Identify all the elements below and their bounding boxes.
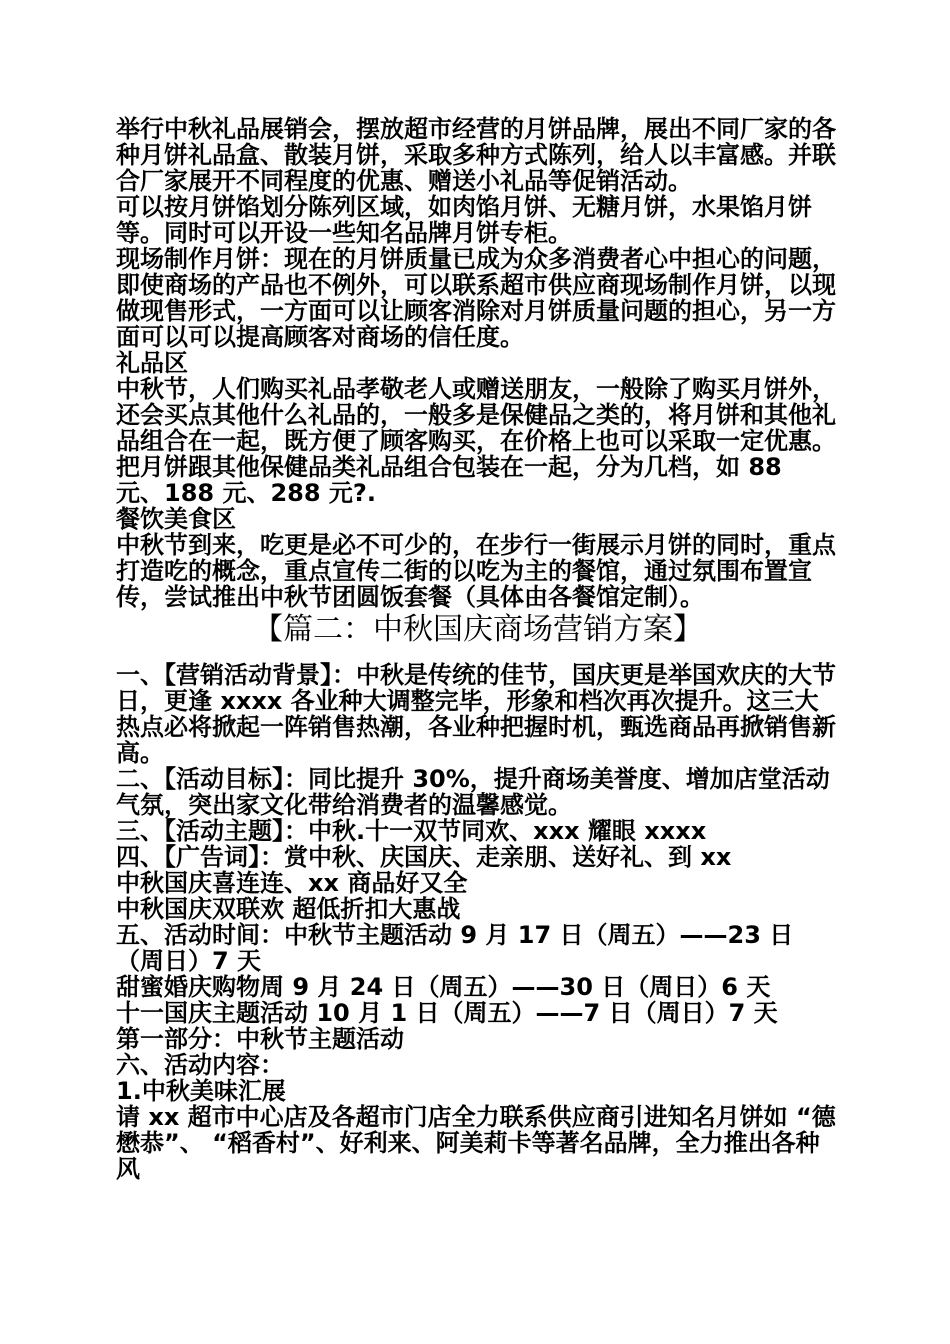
subheading-gift-area: 礼品区 — [116, 349, 188, 377]
paragraph: 举行中秋礼品展销会，摆放超市经营的月饼品牌，展出不同厂家的各种月饼礼品盒、散装月饼，采取多种方式陈列，给人以丰富感。并联合厂家展开不同程度的优惠、赠送小礼品等促销活动。 — [116, 115, 836, 195]
paragraph: 现场制作月饼：现在的月饼质量已成为众多消费者心中担心的问题，即使商场的产品也不例外，可以联系超市供应商现场制作月饼，以现做现售形式，一方面可以让顾客消除对月饼质量问题的担心，另一方面可以可以提高顾客对商场的信任度。 — [116, 245, 836, 351]
paragraph: 可以按月饼馅划分陈列区域，如肉馅月饼、无糖月饼，水果馅月饼等。同时可以开设一些知名品牌月饼专柜。 — [116, 193, 812, 247]
paragraph: 五、活动时间：中秋节主题活动 9 月 17 日（周五）——23 日（周日）7 天 — [116, 921, 794, 975]
paragraph: 1.中秋美味汇展 — [116, 1077, 286, 1105]
paragraph: 四、【广告词】：赏中秋、庆国庆、走亲朋、送好礼、到 xx — [116, 843, 732, 871]
paragraph: 中秋节到来，吃更是必不可少的，在步行一街展示月饼的同时，重点打造吃的概念，重点宣传二街的以吃为主的餐馆，通过氛围布置宣传，尝试推出中秋节团圆饭套餐（具体由各餐馆定制）。 — [116, 531, 836, 611]
subheading-dining-area: 餐饮美食区 — [116, 505, 236, 533]
paragraph: 三、【活动主题】：中秋.十一双节同欢、xxx 耀眼 xxxx — [116, 817, 707, 845]
paragraph: 元、188 元、288 元?. — [116, 479, 376, 507]
paragraph: 请 xx 超市中心店及各超市门店全力联系供应商引进知名月饼如 “德懋恭”、 “稻香村”、好利来、阿美莉卡等著名品牌，全力推出各种风 — [116, 1103, 836, 1183]
paragraph: 中秋国庆喜连连、xx 商品好又全 — [116, 869, 468, 897]
paragraph: 甜蜜婚庆购物周 9 月 24 日（周五）——30 日（周日）6 天 — [116, 973, 771, 1001]
paragraph: 中秋国庆双联欢 超低折扣大惠战 — [116, 895, 461, 923]
section-heading: 【篇二：中秋国庆商场营销方案】 — [253, 612, 703, 647]
paragraph: 十一国庆主题活动 10 月 1 日（周五）——7 日（周日）7 天 — [116, 999, 778, 1027]
paragraph: 二、【活动目标】：同比提升 30%，提升商场美誉度、增加店堂活动气氛，突出家文化带给消费者的温馨感觉。 — [116, 765, 830, 819]
document-body — [116, 116, 840, 1182]
paragraph: 六、活动内容： — [116, 1051, 284, 1079]
part-heading: 第一部分：中秋节主题活动 — [116, 1025, 404, 1053]
paragraph: 一、【营销活动背景】：中秋是传统的佳节，国庆更是举国欢庆的大节日，更逢 xxxx 各业种大调整完毕，形象和档次再次提升。这三大热点必将掀起一阵销售热潮，各业种把握时机，甄选商品再掀销售新高。 — [116, 661, 836, 767]
paragraph: 中秋节，人们购买礼品孝敬老人或赠送朋友，一般除了购买月饼外，还会买点其他什么礼品的，一般多是保健品之类的，将月饼和其他礼品组合在一起，既方便了顾客购买，在价格上也可以采取一定优惠。把月饼跟其他保健品类礼品组合包装在一起，分为几档，如 88 — [116, 375, 836, 481]
